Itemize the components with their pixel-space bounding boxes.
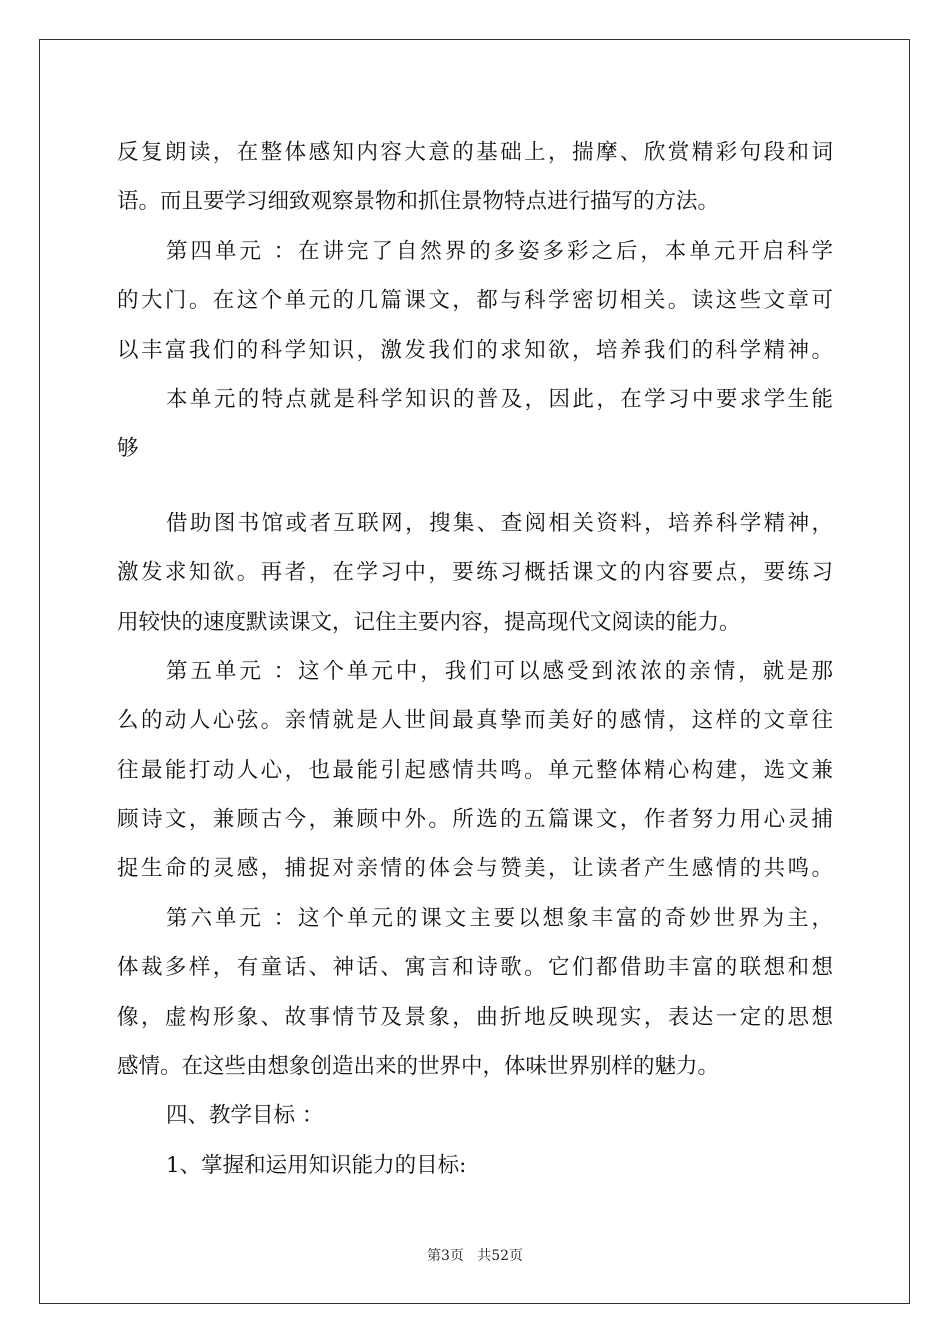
text-line: 第五单元 ：这个单元中，我们可以感受到浓浓的亲情，就是那 — [166, 658, 833, 684]
text-line: 本单元的特点就是科学知识的普及，因此，在学习中要求学生能 — [166, 386, 833, 412]
text-line: 的大门。在这个单元的几篇课文，都与科学密切相关。读这些文章可 — [117, 288, 833, 314]
text-line: 像，虚构形象、故事情节及景象，曲折地反映现实，表达一定的思想 — [117, 1004, 833, 1030]
text-line: 体裁多样，有童话、神话、寓言和诗歌。它们都借助丰富的联想和想 — [117, 955, 833, 981]
section-heading: 四、教学目标 ： — [166, 1103, 324, 1129]
text-line: 么的动人心弦。亲情就是人世间最真挚而美好的感情，这样的文章往 — [117, 708, 833, 734]
page-number-footer: 第3页 共52页 — [426, 1248, 524, 1264]
text-line: 借助图书馆或者互联网，搜集、查阅相关资料，培养科学精神， — [166, 510, 833, 536]
text-line: 往最能打动人心，也最能引起感情共鸣。单元整体精心构建，选文兼 — [117, 757, 833, 783]
text-line: 够 — [117, 436, 139, 462]
text-line: 以丰富我们的科学知识，激发我们的求知欲，培养我们的科学精神。 — [117, 337, 833, 363]
text-line: 感情。在这些由想象创造出来的世界中，体味世界别样的魅力。 — [117, 1054, 720, 1080]
text-line: 用较快的速度默读课文，记住主要内容，提高现代文阅读的能力。 — [117, 609, 741, 635]
text-line: 反复朗读，在整体感知内容大意的基础上，揣摩、欣赏精彩句段和词 — [117, 140, 833, 165]
text-line: 捉生命的灵感，捕捉对亲情的体会与赞美，让读者产生感情的共鸣。 — [117, 856, 833, 882]
text-line: 激发求知欲。再者，在学习中，要练习概括课文的内容要点，要练习 — [117, 560, 833, 586]
text-line: 第六单元 ：这个单元的课文主要以想象丰富的奇妙世界为主， — [166, 905, 833, 931]
text-line: 第四单元 ：在讲完了自然界的多姿多彩之后，本单元开启科学 — [166, 238, 833, 264]
subsection-heading: 1、掌握和运用知识能力的目标: — [166, 1152, 467, 1178]
paragraph-gap — [117, 474, 833, 499]
document-body — [117, 128, 833, 1190]
text-line: 语。而且要学习细致观察景物和抓住景物特点进行描写的方法。 — [117, 189, 720, 215]
text-line: 顾诗文，兼顾古今，兼顾中外。所选的五篇课文，作者努力用心灵捕 — [117, 807, 833, 833]
